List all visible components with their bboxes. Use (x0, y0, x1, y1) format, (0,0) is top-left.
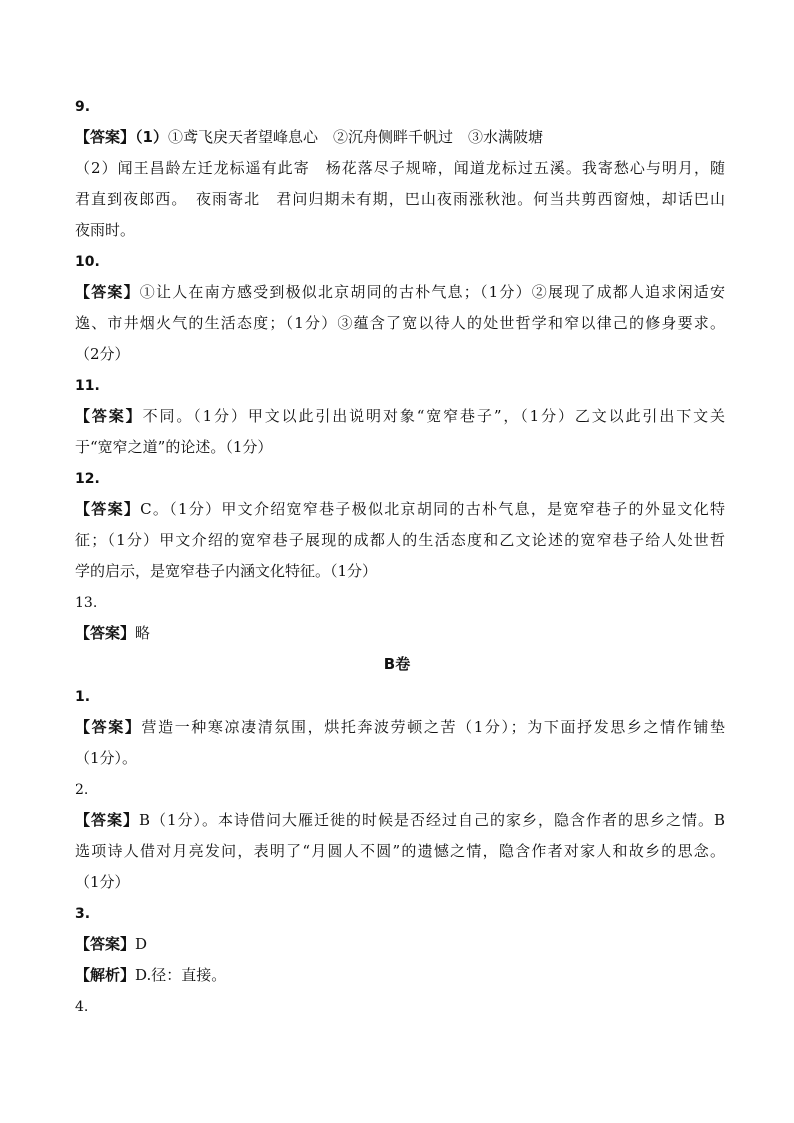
question-number: 11. (75, 378, 100, 394)
answer-line: 君直到夜郎西。 夜雨寄北 君问归期未有期，巴山夜雨涨秋池。何当共剪西窗烛，却话巴山 (75, 190, 725, 208)
answer-line: （2）闻王昌龄左迁龙标遥有此寄 杨花落尽子规啼，闻道龙标过五溪。我寄愁心与明月，随 (75, 159, 725, 177)
answer-tag: 【答案】 (75, 407, 143, 425)
answer-line: 【答案】①让人在南方感受到极似北京胡同的古朴气息；（1分）②展现了成都人追求闲适安 (75, 283, 725, 301)
analysis-tag: 【解析】 (75, 966, 136, 984)
question-number: 2. (75, 782, 89, 798)
answer-tag: 【答案】 (75, 283, 140, 301)
question-number: 9. (75, 99, 91, 115)
answer-line: 逸、市井烟火气的生活态度；（1分）③蕴含了宽以待人的处世哲学和窄以律己的修身要求。 (75, 314, 725, 332)
answer-line: 学的启示，是宽窄巷子内涵文化特征。（1分） (75, 562, 378, 580)
answer-line: （1分） (75, 873, 130, 891)
answer-tag: 【答案】 (75, 624, 136, 642)
answer-line: 征；（1分）甲文介绍的宽窄巷子展现的成都人的生活态度和乙文论述的宽窄巷子给人处世哲 (75, 531, 725, 549)
answer-line: 夜雨时。 (75, 221, 136, 239)
section-title: B卷 (383, 655, 411, 673)
answer-line: 【答案】略 (75, 624, 151, 642)
question-number: 10. (75, 254, 100, 270)
analysis-line: 【解析】D.径：直接。 (75, 966, 227, 984)
answer-line: 【答案】D (75, 935, 148, 953)
answer-line: 【答案】（1）①鸢飞戾天者望峰息心 ②沉舟侧畔千帆过 ③水满陂塘 (75, 128, 543, 146)
answer-line: 选项诗人借对月亮发问，表明了“月圆人不圆”的遗憾之情，隐含作者对家人和故乡的思念。 (75, 842, 725, 860)
answer-tag: 【答案】 (75, 811, 139, 829)
answer-line: 【答案】不同。（1分）甲文以此引出说明对象“宽窄巷子”，（1分）乙文以此引出下文关 (75, 407, 725, 425)
question-number: 12. (75, 471, 100, 487)
answer-tag: 【答案】 (75, 500, 141, 518)
answer-line: （2分） (75, 345, 130, 363)
question-number: 3. (75, 906, 91, 922)
answer-line: 【答案】营造一种寒凉凄清氛围，烘托奔波劳顿之苦（1分）；为下面抒发思乡之情作铺垫 (75, 718, 725, 736)
answer-line: 【答案】B（1分）。本诗借问大雁迁徙的时候是否经过自己的家乡，隐含作者的思乡之情。B (75, 811, 725, 829)
answer-line: 于“宽窄之道”的论述。（1分） (75, 438, 273, 456)
answer-line: 【答案】C。（1分）甲文介绍宽窄巷子极似北京胡同的古朴气息，是宽窄巷子的外显文化特 (75, 500, 725, 518)
answer-tag: 【答案】 (75, 128, 136, 146)
answer-tag: 【答案】 (75, 935, 136, 953)
question-number: 4. (75, 999, 89, 1015)
answer-line: （1分）。 (75, 749, 138, 767)
question-number: 13. (75, 595, 98, 611)
question-number: 1. (75, 689, 91, 705)
answer-tag: 【答案】 (75, 718, 142, 736)
